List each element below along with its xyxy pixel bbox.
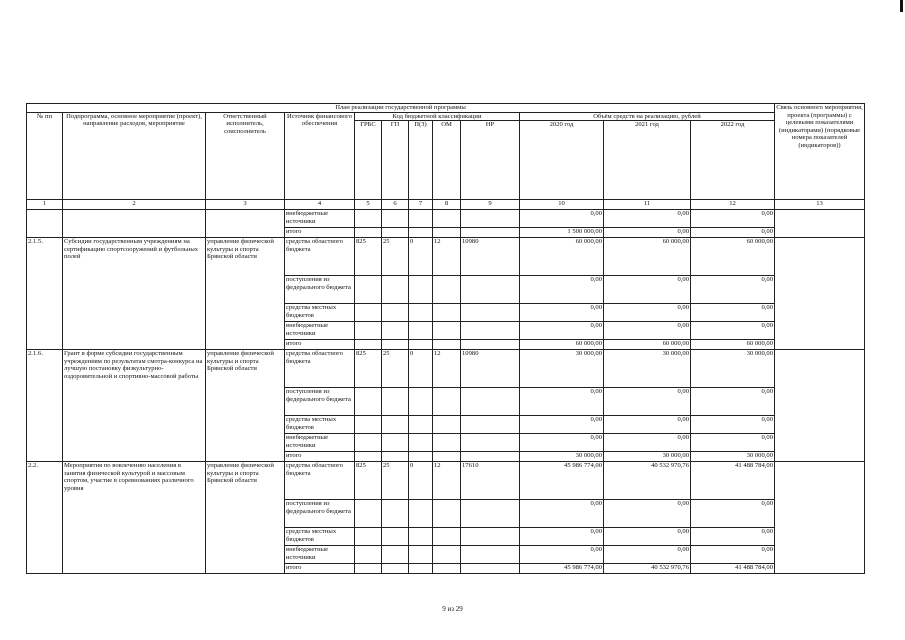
measure-name: Грант в форме субсидии государственным учреждениям по результатам смотра-конкурса на лучшую постановку физкультурно-оздоровительной и спортивно-массовой работы [63,350,206,462]
value-cell: 60 000,00 [520,238,604,276]
source-label: средства местных бюджетов [285,304,355,322]
value-cell: 41 488 784,00 [691,462,775,500]
source-label: средства областного бюджета [285,350,355,388]
header-kbk-nr: НР [461,121,520,200]
header-source: Источник финансового обеспечения [285,112,355,200]
kbk-cell: 25 [382,350,409,388]
value-cell: 0,00 [604,304,691,322]
value-cell: 30 000,00 [691,452,775,462]
header-volume: Объём средств на реализацию, рублей [520,112,775,121]
value-cell: 0,00 [604,416,691,434]
table-row [27,462,865,500]
measure-name: Мероприятия по вовлечению населения в занятия физической культурой и массовым спортом, участие в соревнованиях различного уровня [63,462,206,574]
header-kbk-gp: ГП [382,121,409,200]
source-label: поступления из федерального бюджета [285,388,355,416]
source-label: внебюджетные источники [285,546,355,564]
source-label: средства областного бюджета [285,238,355,276]
value-cell: 0,00 [691,210,775,228]
value-cell: 30 000,00 [604,350,691,388]
value-cell: 0,00 [520,276,604,304]
source-label: внебюджетные источники [285,434,355,452]
edge-mark [900,0,903,12]
value-cell: 41 488 784,00 [691,564,775,574]
column-number-row [27,200,865,210]
value-cell: 0,00 [691,304,775,322]
kbk-cell: 825 [355,462,382,500]
row-number: 2.1.6. [27,350,63,462]
kbk-cell: 10980 [461,350,520,388]
value-cell: 0,00 [691,276,775,304]
measure-name: Субсидии государственным учреждениям на сертификацию спортсооружений и футбольных полей [63,238,206,350]
source-label: итого [285,228,355,238]
source-label: итого [285,340,355,350]
value-cell: 60 000,00 [604,340,691,350]
value-cell: 30 000,00 [520,452,604,462]
colnum: 5 [355,200,382,210]
value-cell: 60 000,00 [604,238,691,276]
header-year-2020: 2020 год [520,121,604,200]
kbk-cell: 0 [409,238,433,276]
colnum: 4 [285,200,355,210]
header-name: Подпрограмма, основное мероприятие (проект), направление расходов, мероприятие [63,112,206,200]
colnum: 11 [604,200,691,210]
header-link: Связь основного мероприятия, проекта (программы) с целевыми показателями (индикаторами) (порядковые номера показателей (индикаторов)) [775,104,865,200]
header-kbk-om: ОМ [433,121,461,200]
table-row [27,210,865,228]
value-cell: 0,00 [604,388,691,416]
value-cell: 0,00 [691,528,775,546]
header-kbk: Код бюджетной классификации [355,112,520,121]
value-cell: 0,00 [604,434,691,452]
kbk-cell: 0 [409,462,433,500]
value-cell: 0,00 [604,546,691,564]
value-cell: 60 000,00 [520,340,604,350]
value-cell: 0,00 [520,434,604,452]
value-cell: 60 000,00 [691,340,775,350]
colnum: 12 [691,200,775,210]
program-plan-table [26,103,865,574]
value-cell: 0,00 [691,388,775,416]
responsible: управление физической культуры и спорта Брянской области [206,238,285,350]
value-cell: 0,00 [604,528,691,546]
value-cell: 0,00 [520,210,604,228]
row-number: 2.2. [27,462,63,574]
kbk-cell: 12 [433,238,461,276]
value-cell: 0,00 [604,322,691,340]
colnum: 9 [461,200,520,210]
source-label: поступления из федерального бюджета [285,276,355,304]
value-cell: 0,00 [520,528,604,546]
header-num: № пп [27,112,63,200]
value-cell: 0,00 [520,546,604,564]
plan-title: План реализации государственной программы [27,104,775,113]
value-cell: 0,00 [691,228,775,238]
kbk-cell: 25 [382,462,409,500]
responsible: управление физической культуры и спорта Брянской области [206,350,285,462]
table-row [27,350,865,388]
table-row [27,238,865,276]
header-row-2 [27,112,865,121]
header-kbk-grbs: ГРБС [355,121,382,200]
colnum: 13 [775,200,865,210]
value-cell: 0,00 [691,434,775,452]
kbk-cell: 825 [355,350,382,388]
value-cell: 0,00 [604,210,691,228]
value-cell: 0,00 [691,546,775,564]
header-row-1 [27,104,865,113]
responsible: управление физической культуры и спорта Брянской области [206,462,285,574]
value-cell: 30 000,00 [691,350,775,388]
colnum: 2 [63,200,206,210]
value-cell: 0,00 [691,322,775,340]
value-cell: 0,00 [520,388,604,416]
value-cell: 0,00 [604,228,691,238]
source-label: поступления из федерального бюджета [285,500,355,528]
header-resp: Ответственный исполнитель, соисполнитель [206,112,285,200]
value-cell: 0,00 [691,416,775,434]
value-cell: 30 000,00 [604,452,691,462]
colnum: 3 [206,200,285,210]
value-cell: 45 986 774,00 [520,462,604,500]
kbk-cell: 0 [409,350,433,388]
kbk-cell: 17610 [461,462,520,500]
value-cell: 30 000,00 [520,350,604,388]
page-number: 9 из 29 [442,605,463,613]
colnum: 1 [27,200,63,210]
source-label: внебюджетные источники [285,210,355,228]
kbk-cell: 12 [433,462,461,500]
colnum: 10 [520,200,604,210]
value-cell: 0,00 [520,500,604,528]
value-cell: 40 532 970,76 [604,462,691,500]
kbk-cell: 12 [433,350,461,388]
kbk-cell: 825 [355,238,382,276]
row-number: 2.1.5. [27,238,63,350]
source-label: итого [285,452,355,462]
header-year-2022: 2022 год [691,121,775,200]
value-cell: 0,00 [520,322,604,340]
source-label: средства местных бюджетов [285,416,355,434]
kbk-cell: 10980 [461,238,520,276]
header-year-2021: 2021 год [604,121,691,200]
header-kbk-pz: П(З) [409,121,433,200]
value-cell: 0,00 [604,276,691,304]
source-label: внебюджетные источники [285,322,355,340]
source-label: средства местных бюджетов [285,528,355,546]
value-cell: 0,00 [520,304,604,322]
source-label: итого [285,564,355,574]
value-cell: 0,00 [691,500,775,528]
kbk-cell: 25 [382,238,409,276]
value-cell: 45 986 774,00 [520,564,604,574]
value-cell: 60 000,00 [691,238,775,276]
colnum: 6 [382,200,409,210]
colnum: 7 [409,200,433,210]
value-cell: 0,00 [604,500,691,528]
value-cell: 0,00 [520,416,604,434]
source-label: средства областного бюджета [285,462,355,500]
value-cell: 40 532 970,76 [604,564,691,574]
colnum: 8 [433,200,461,210]
value-cell: 1 500 000,00 [520,228,604,238]
